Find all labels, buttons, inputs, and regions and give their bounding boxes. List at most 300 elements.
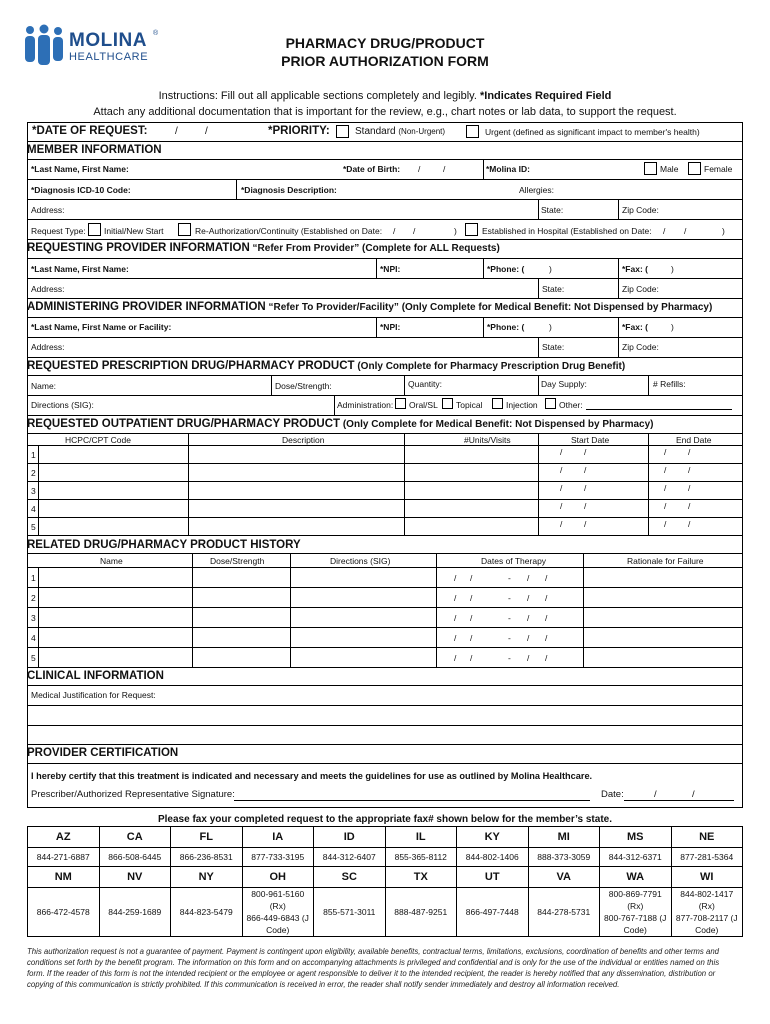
to-slash: / — [527, 613, 530, 623]
administering-phone-close: ) — [549, 322, 552, 332]
divider — [538, 463, 539, 481]
fax-state: NV — [99, 867, 171, 888]
administering-section-title — [27, 299, 743, 316]
divider — [538, 433, 539, 445]
fax-state: OH — [242, 867, 314, 888]
fax-number: 877-281-5364 — [671, 848, 743, 867]
divider — [27, 337, 743, 338]
date-dash: - — [508, 633, 511, 643]
from-slash: / — [454, 653, 457, 663]
requesting-phone-label: *Phone: ( — [487, 264, 525, 274]
standard-checkbox[interactable] — [336, 125, 349, 138]
divider — [38, 445, 39, 463]
cert-date-slash-2: / — [692, 789, 695, 800]
fax-number: 888-487-9251 — [385, 888, 457, 937]
divider — [38, 607, 39, 627]
to-slash: / — [545, 653, 548, 663]
divider — [436, 647, 437, 667]
certification-statement: I hereby certify that this treatment is indicated and necessary and meets the guidelines for use as outlined by Molina Healthcare. — [31, 771, 593, 781]
divider — [436, 587, 437, 607]
administering-state-label: State: — [542, 342, 565, 352]
female-label: Female — [704, 164, 733, 174]
logo-name: MOLINA — [69, 30, 147, 51]
start-slash: / — [584, 465, 587, 475]
established-slash-2: / — [684, 226, 687, 236]
divider — [271, 375, 272, 395]
divider — [188, 499, 189, 517]
divider — [38, 463, 39, 481]
fax-number: 844-271-6887 — [28, 848, 100, 867]
divider — [192, 607, 193, 627]
divider — [27, 219, 743, 220]
history-row[interactable] — [27, 607, 743, 627]
fax-number: 855-365-8112 — [385, 848, 457, 867]
requesting-section-title — [27, 240, 743, 257]
divider — [404, 433, 405, 445]
divider — [404, 517, 405, 535]
fax-number: 844-802-1406 — [457, 848, 529, 867]
fax-state: KY — [457, 827, 529, 848]
outpatient-col-units: #Units/Visits — [464, 435, 511, 445]
certification-section-title: PROVIDER CERTIFICATION — [27, 747, 179, 759]
outpatient-row[interactable] — [27, 517, 743, 535]
divider — [618, 337, 619, 357]
fax-state: TX — [385, 867, 457, 888]
divider — [27, 395, 743, 396]
fax-state: MS — [600, 827, 672, 848]
diagnosis-description-label: *Diagnosis Description: — [241, 185, 337, 195]
divider — [648, 445, 649, 463]
start-slash: / — [560, 447, 563, 457]
divider — [27, 199, 743, 200]
divider — [436, 567, 437, 587]
divider — [618, 317, 619, 337]
divider — [404, 481, 405, 499]
end-slash: / — [688, 483, 691, 493]
instructions-line1 — [0, 90, 770, 102]
divider — [236, 179, 237, 199]
requesting-subtitle: “Refer From Provider” (Complete for ALL Requests) — [249, 243, 500, 254]
divider — [290, 607, 291, 627]
rx-refills-label: # Refills: — [653, 379, 686, 389]
logo-sub: HEALTHCARE — [69, 51, 149, 63]
date-of-request-label: *DATE OF REQUEST: — [32, 125, 148, 137]
fax-state: WI — [671, 867, 743, 888]
fax-number: 844-259-1689 — [99, 888, 171, 937]
divider — [483, 258, 484, 278]
row-number: 3 — [31, 486, 36, 496]
divider — [38, 517, 39, 535]
fax-state: IA — [242, 827, 314, 848]
divider — [27, 375, 743, 376]
outpatient-col-hcpc: HCPC/CPT Code — [65, 435, 131, 445]
to-slash: / — [545, 573, 548, 583]
oral-label: Oral/SL — [409, 400, 438, 410]
fax-table — [27, 826, 743, 937]
established-close: ) — [722, 226, 725, 236]
fax-number: 866-472-4578 — [28, 888, 100, 937]
history-row[interactable] — [27, 627, 743, 647]
fax-number: 844-312-6407 — [314, 848, 386, 867]
dob-slash-2: / — [443, 164, 446, 174]
molina-id-label: *Molina ID: — [486, 164, 530, 174]
divider — [648, 517, 649, 535]
end-slash: / — [688, 519, 691, 529]
standard-text: Standard — [355, 126, 396, 137]
divider — [618, 278, 619, 298]
administering-subtitle: “Refer To Provider/Facility” (Only Complete for Medical Benefit: Not Dispensed by Pharmacy) — [265, 302, 713, 313]
to-slash: / — [527, 653, 530, 663]
fax-number: 844-278-5731 — [528, 888, 600, 937]
to-slash: / — [527, 633, 530, 643]
end-slash: / — [688, 447, 691, 457]
to-slash: / — [545, 613, 548, 623]
row-number: 1 — [31, 450, 36, 460]
divider — [376, 258, 377, 278]
requesting-fax-close: ) — [671, 264, 674, 274]
initial-start-label: Initial/New Start — [104, 226, 164, 236]
cert-date-line[interactable] — [624, 800, 734, 801]
male-label: Male — [660, 164, 679, 174]
to-slash: / — [545, 593, 548, 603]
request-type-label: Request Type: — [31, 226, 86, 236]
start-slash: / — [560, 501, 563, 511]
required-note: *Indicates Required Field — [479, 90, 612, 102]
urgent-label: Urgent (defined as significant impact to member's health) — [485, 127, 700, 137]
oral-checkbox[interactable] — [395, 398, 406, 409]
divider — [583, 647, 584, 667]
signature-label: Prescriber/Authorized Representative Signature: — [31, 789, 235, 800]
from-slash: / — [454, 633, 457, 643]
medical-justification-label: Medical Justification for Request: — [31, 690, 156, 700]
start-slash: / — [584, 447, 587, 457]
divider — [192, 627, 193, 647]
divider — [290, 647, 291, 667]
divider — [27, 433, 743, 434]
history-col-directions: Directions (SIG) — [330, 556, 391, 566]
divider — [188, 445, 189, 463]
fax-state: SC — [314, 867, 386, 888]
disclaimer: This authorization request is not a guarantee of payment. Payment is contingent upon eligibility, available benefits, contractual terms, limitations, exclusions, coordination of benefits and other terms and conditions set forth by the benefit program. The information on this form and on accompanying attachments is privileged and confidential and is only for the use of the individual or entities named on this form. If the reader of this form is not the intended recipient or the employee or agent responsible to deliver it to the intended recipient, the reader is hereby notified that any dissemination, distribution or copying of this communication is strictly prohibited. If this communication is received in error, the reader shall notify sender immediately and destroy all information received. — [27, 947, 720, 989]
divider — [290, 587, 291, 607]
divider — [618, 199, 619, 219]
divider — [290, 553, 291, 567]
start-slash: / — [584, 483, 587, 493]
divider — [404, 375, 405, 395]
fax-state: WA — [600, 867, 672, 888]
divider — [648, 463, 649, 481]
row-number: 3 — [31, 613, 36, 623]
outpatient-col-start: Start Date — [571, 435, 610, 445]
instructions-text: Instructions: Fill out all applicable sections completely and legibly. — [158, 90, 480, 102]
divider — [648, 499, 649, 517]
history-section-title: RELATED DRUG/PHARMACY PRODUCT HISTORY — [27, 539, 301, 551]
divider — [404, 499, 405, 517]
outpatient-title: REQUESTED OUTPATIENT DRUG/PHARMACY PRODUCT — [27, 418, 341, 430]
allergies-label: Allergies: — [519, 185, 554, 195]
from-slash: / — [454, 613, 457, 623]
fax-state: MI — [528, 827, 600, 848]
history-col-rationale: Rationale for Failure — [627, 556, 704, 566]
initial-start-checkbox[interactable] — [88, 223, 101, 236]
row-number: 1 — [31, 573, 36, 583]
member-address-label: Address: — [31, 205, 65, 215]
member-zip-label: Zip Code: — [622, 205, 659, 215]
divider — [188, 481, 189, 499]
requesting-fax-label: *Fax: ( — [622, 264, 648, 274]
other-fill-line[interactable] — [586, 409, 732, 410]
divider — [334, 395, 335, 415]
fax-number: 888-373-3059 — [528, 848, 600, 867]
outpatient-subtitle: (Only Complete for Medical Benefit: Not Dispensed by Pharmacy) — [340, 419, 654, 430]
divider — [404, 445, 405, 463]
outpatient-section-title — [27, 416, 743, 433]
outpatient-col-end: End Date — [676, 435, 712, 445]
injection-checkbox[interactable] — [492, 398, 503, 409]
divider — [38, 587, 39, 607]
history-row[interactable] — [27, 647, 743, 667]
divider — [192, 647, 193, 667]
divider — [188, 517, 189, 535]
divider — [27, 258, 743, 259]
row-number: 4 — [31, 633, 36, 643]
reauth-checkbox[interactable] — [178, 223, 191, 236]
end-slash: / — [688, 501, 691, 511]
history-row[interactable] — [27, 567, 743, 587]
fax-number: 800-961-5160 (Rx) 866-449-6843 (J Code) — [242, 888, 314, 937]
divider — [192, 567, 193, 587]
fax-state: NM — [28, 867, 100, 888]
requesting-zip-label: Zip Code: — [622, 284, 659, 294]
urgent-checkbox[interactable] — [466, 125, 479, 138]
divider — [290, 567, 291, 587]
divider — [538, 499, 539, 517]
reauth-slash-1: / — [393, 226, 396, 236]
date-dash: - — [508, 613, 511, 623]
clinical-section-title: CLINICAL INFORMATION — [27, 670, 164, 682]
to-slash: / — [527, 573, 530, 583]
divider — [192, 587, 193, 607]
rx-administration-label: Administration: — [337, 400, 394, 410]
history-col-dose: Dose/Strength — [210, 556, 265, 566]
logo-registered: ® — [153, 30, 159, 37]
divider — [436, 607, 437, 627]
start-slash: / — [584, 519, 587, 529]
divider — [648, 375, 649, 395]
date-dash: - — [508, 653, 511, 663]
fax-number: 844-312-6371 — [600, 848, 672, 867]
divider — [583, 627, 584, 647]
fax-state: NY — [171, 867, 243, 888]
cert-date-slash-1: / — [654, 789, 657, 800]
requesting-name-label: *Last Name, First Name: — [31, 264, 129, 274]
established-hospital-checkbox[interactable] — [465, 223, 478, 236]
end-slash: / — [664, 519, 667, 529]
date-slash-2: / — [205, 126, 208, 137]
row-number: 2 — [31, 593, 36, 603]
outpatient-row[interactable] — [27, 463, 743, 481]
divider — [648, 481, 649, 499]
form-title-line2: PRIOR AUTHORIZATION FORM — [281, 53, 489, 69]
end-slash: / — [688, 465, 691, 475]
start-slash: / — [560, 465, 563, 475]
history-col-name: Name — [100, 556, 123, 566]
administering-address-label: Address: — [31, 342, 65, 352]
injection-label: Injection — [506, 400, 538, 410]
to-slash: / — [527, 593, 530, 603]
topical-checkbox[interactable] — [442, 398, 453, 409]
from-slash: / — [470, 653, 473, 663]
divider — [27, 763, 743, 764]
divider — [583, 567, 584, 587]
from-slash: / — [454, 593, 457, 603]
form-title-line1: PHARMACY DRUG/PRODUCT — [285, 35, 485, 51]
divider — [27, 317, 743, 318]
rx-quantity-label: Quantity: — [408, 379, 443, 389]
divider — [376, 317, 377, 337]
administering-fax-label: *Fax: ( — [622, 322, 648, 332]
end-slash: / — [664, 465, 667, 475]
fax-number: 800-869-7791 (Rx) 800-767-7188 (J Code) — [600, 888, 672, 937]
fax-state: ID — [314, 827, 386, 848]
fax-state: VA — [528, 867, 600, 888]
prescription-subtitle: (Only Complete for Pharmacy Prescription Drug Benefit) — [354, 361, 626, 372]
fax-number: 877-733-3195 — [242, 848, 314, 867]
divider — [290, 627, 291, 647]
established-slash-1: / — [663, 226, 666, 236]
dob-slash-1: / — [418, 164, 421, 174]
divider — [538, 517, 539, 535]
instructions-line2: Attach any additional documentation that is important for the review, e.g., chart notes or lab data, to support the request. — [93, 106, 677, 118]
divider — [38, 499, 39, 517]
divider — [538, 278, 539, 298]
divider — [538, 481, 539, 499]
fax-state: AZ — [28, 827, 100, 848]
standard-note: (Non-Urgent) — [398, 127, 446, 136]
outpatient-row[interactable] — [27, 445, 743, 463]
from-slash: / — [470, 573, 473, 583]
other-checkbox[interactable] — [545, 398, 556, 409]
outpatient-row[interactable] — [27, 481, 743, 499]
administering-npi-label: *NPI: — [380, 322, 401, 332]
requesting-npi-label: *NPI: — [380, 264, 401, 274]
date-dash: - — [508, 573, 511, 583]
other-label: Other: — [559, 400, 583, 410]
requesting-address-label: Address: — [31, 284, 65, 294]
end-slash: / — [664, 501, 667, 511]
end-slash: / — [664, 483, 667, 493]
divider — [483, 317, 484, 337]
divider — [583, 607, 584, 627]
fax-number: 844-802-1417 (Rx) 877-708-2117 (J Code) — [671, 888, 743, 937]
start-slash: / — [560, 519, 563, 529]
outpatient-row[interactable] — [27, 499, 743, 517]
start-slash: / — [584, 501, 587, 511]
administering-zip-label: Zip Code: — [622, 342, 659, 352]
requesting-phone-close: ) — [549, 264, 552, 274]
administering-fax-close: ) — [671, 322, 674, 332]
start-slash: / — [560, 483, 563, 493]
divider — [538, 375, 539, 395]
female-checkbox[interactable] — [688, 162, 701, 175]
reauth-label: Re-Authorization/Continuity (Established on Date: — [195, 226, 383, 236]
divider — [27, 278, 743, 279]
administering-title: ADMINISTERING PROVIDER INFORMATION — [27, 301, 266, 313]
member-section-title: MEMBER INFORMATION — [27, 144, 162, 156]
topical-label: Topical — [456, 400, 483, 410]
fax-state: IL — [385, 827, 457, 848]
standard-label — [355, 126, 445, 137]
signature-line[interactable] — [234, 800, 590, 801]
rx-day-supply-label: Day Supply: — [541, 379, 587, 389]
from-slash: / — [454, 573, 457, 583]
divider — [618, 258, 619, 278]
history-col-dates: Dates of Therapy — [481, 556, 547, 566]
icd-label: *Diagnosis ICD-10 Code: — [31, 185, 131, 195]
fax-state: CA — [99, 827, 171, 848]
requesting-state-label: State: — [542, 284, 565, 294]
member-name-label: *Last Name, First Name: — [31, 164, 129, 174]
medical-justification-field[interactable] — [27, 686, 743, 744]
from-slash: / — [470, 613, 473, 623]
cert-date-label: Date: — [601, 789, 624, 800]
from-slash: / — [470, 593, 473, 603]
administering-phone-label: *Phone: ( — [487, 322, 525, 332]
divider — [188, 463, 189, 481]
rx-name-label: Name: — [31, 381, 57, 391]
divider — [192, 553, 193, 567]
fax-number: 855-571-3011 — [314, 888, 386, 937]
divider — [483, 159, 484, 179]
fax-number: 844-823-5479 — [171, 888, 243, 937]
row-number: 2 — [31, 468, 36, 478]
fax-number: 866-236-8531 — [171, 848, 243, 867]
male-checkbox[interactable] — [644, 162, 657, 175]
priority-label: *PRIORITY: — [268, 125, 330, 137]
divider — [436, 627, 437, 647]
member-state-label: State: — [541, 205, 564, 215]
reauth-close: ) — [454, 226, 457, 236]
rx-dose-label: Dose/Strength: — [275, 381, 332, 391]
divider — [27, 553, 743, 554]
fax-heading: Please fax your completed request to the appropriate fax# shown below for the member’s state. — [157, 814, 612, 825]
divider — [188, 433, 189, 445]
prescription-section-title — [27, 358, 743, 375]
to-slash: / — [545, 633, 548, 643]
fax-number: 866-508-6445 — [99, 848, 171, 867]
end-slash: / — [664, 447, 667, 457]
fax-state: NE — [671, 827, 743, 848]
fax-state: UT — [457, 867, 529, 888]
divider — [583, 587, 584, 607]
row-number: 5 — [31, 522, 36, 532]
date-slash-1: / — [175, 126, 178, 137]
date-dash: - — [508, 593, 511, 603]
outpatient-col-description: Description — [282, 435, 325, 445]
rx-directions-label: Directions (SIG): — [31, 400, 94, 410]
from-slash: / — [470, 633, 473, 643]
divider — [38, 567, 39, 587]
divider — [404, 463, 405, 481]
divider — [38, 647, 39, 667]
divider — [27, 535, 743, 536]
row-number: 5 — [31, 653, 36, 663]
prescription-title: REQUESTED PRESCRIPTION DRUG/PHARMACY PRODUCT — [27, 360, 355, 372]
history-row[interactable] — [27, 587, 743, 607]
member-dob-label: *Date of Birth: — [343, 164, 401, 174]
divider — [27, 179, 743, 180]
requesting-title: REQUESTING PROVIDER INFORMATION — [27, 242, 250, 254]
